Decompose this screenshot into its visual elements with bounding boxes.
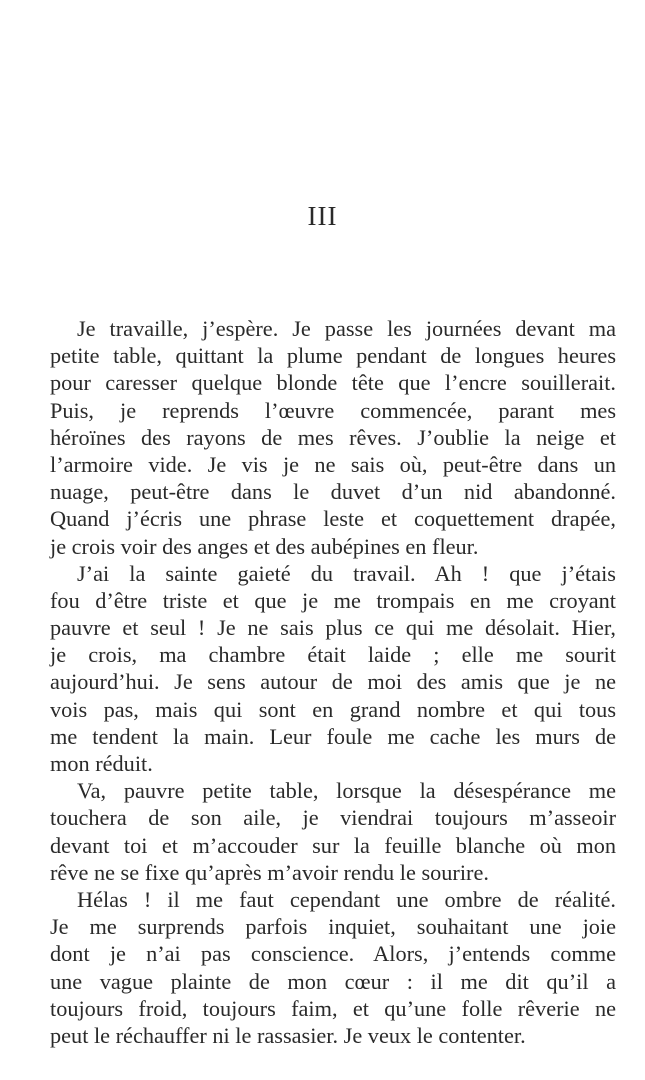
text-line: vois pas, mais qui sont en grand nombre et qui tous xyxy=(50,696,616,722)
text-line: Je travaille, j’espère. Je passe les journées devant ma xyxy=(77,316,616,341)
text-line: Va, pauvre petite table, lorsque la désespérance me xyxy=(77,778,616,804)
text-line: mon réduit. xyxy=(50,751,153,776)
paragraph xyxy=(50,315,616,560)
text-line: je crois voir des anges et des aubépines en fleur. xyxy=(50,533,479,559)
paragraph xyxy=(50,777,616,886)
text-line: devant toi et m’accouder sur la feuille blanche où mon xyxy=(50,832,616,858)
text-line: une vague plainte de mon cœur : il me dit qu’il a xyxy=(50,968,616,994)
text-line: peut le réchauffer ni le rassasier. Je veux le contenter. xyxy=(50,1022,526,1048)
text-line: pour caresser quelque blonde tête que l’encre souillerait. xyxy=(50,370,616,396)
text-line: toujours froid, toujours faim, et qu’une folle rêverie ne xyxy=(50,995,616,1021)
text-line: touchera de son aile, je viendrai toujours m’asseoir xyxy=(50,805,616,831)
text-line: pauvre et seul ! Je ne sais plus ce qui me désolait. Hier, xyxy=(50,615,616,641)
text-line: J’ai la sainte gaieté du travail. Ah ! que j’étais xyxy=(77,560,616,586)
text-line: dont je n’ai pas conscience. Alors, j’entends comme xyxy=(50,941,616,967)
text-line: fou d’être triste et que je me trompais en me croyant xyxy=(50,587,616,613)
chapter-body xyxy=(50,315,616,1049)
text-line: Hélas ! il me faut cependant une ombre de réalité. xyxy=(77,886,616,912)
text-line: Je me surprends parfois inquiet, souhaitant une joie xyxy=(50,914,616,940)
chapter-title: III xyxy=(307,201,338,231)
text-line: je crois, ma chambre était laide ; elle me sourit xyxy=(50,642,616,668)
text-line: aujourd’hui. Je sens autour de moi des amis que je ne xyxy=(50,669,616,695)
text-line: héroïnes des rayons de mes rêves. J’oublie la neige et xyxy=(50,424,616,450)
paragraph xyxy=(50,560,616,778)
text-line: petite table, quittant la plume pendant de longues heures xyxy=(50,343,616,369)
text-line: rêve ne se fixe qu’après m’avoir rendu le sourire. xyxy=(50,859,489,885)
text-line: Puis, je reprends l’œuvre commencée, parant mes xyxy=(50,397,616,423)
text-line: Quand j’écris une phrase leste et coquettement drapée, xyxy=(50,506,616,532)
text-line: me tendent la main. Leur foule me cache les murs de xyxy=(50,723,616,749)
paragraph xyxy=(50,886,616,1049)
text-line: nuage, peut-être dans le duvet d’un nid abandonné. xyxy=(50,479,616,505)
text-line: l’armoire vide. Je vis je ne sais où, peut-être dans un xyxy=(50,451,616,477)
